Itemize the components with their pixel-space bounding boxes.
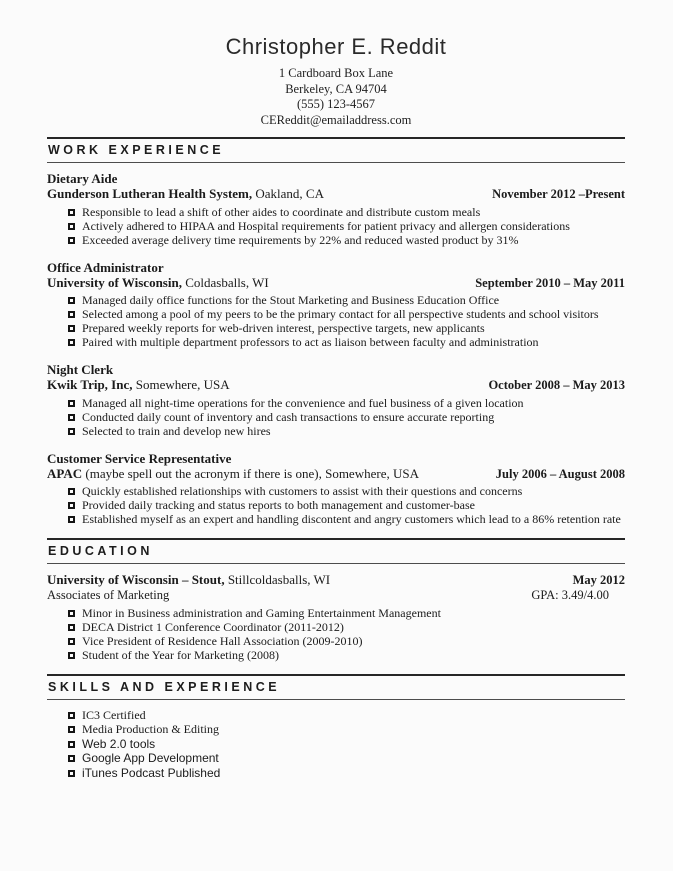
square-bullet-icon (68, 400, 75, 407)
square-bullet-icon (68, 209, 75, 216)
bullet-item (68, 498, 625, 512)
job-org-line (47, 377, 625, 394)
job-org (47, 275, 269, 291)
skill-item (68, 751, 625, 766)
square-bullet-icon (68, 712, 75, 719)
square-bullet-icon (68, 339, 75, 346)
bullet-item (68, 205, 625, 219)
bullet-text: Managed daily office functions for the Stout Marketing and Business Education Office (82, 293, 500, 307)
job-dates: October 2008 – May 2013 (488, 378, 625, 392)
bullet-item (68, 219, 625, 233)
bullet-text: Quickly established relationships with customers to assist with their questions and concerns (82, 484, 523, 498)
square-bullet-icon (68, 297, 75, 304)
job-bullet-list (47, 396, 625, 438)
job-company: APAC (47, 465, 83, 481)
bullet-text: Actively adhered to HIPAA and Hospital requirements for patient privacy and allergen considerations (82, 218, 570, 233)
school-location: Stillcoldasballs, WI (224, 572, 331, 587)
skills-list (47, 708, 625, 781)
skills-header (47, 674, 625, 700)
job-dates: September 2010 – May 2011 (475, 275, 625, 290)
bullet-text: Provided daily tracking and status reports to both management and customer-base (82, 498, 475, 512)
skill-text: Web 2.0 tools (82, 736, 156, 751)
bullet-item (68, 335, 625, 349)
skill-text: iTunes Podcast Published (82, 765, 221, 780)
skill-item (68, 766, 625, 781)
square-bullet-icon (68, 414, 75, 421)
job-entry (47, 362, 625, 438)
section-work-experience (47, 137, 625, 526)
job-company: Kwik Trip, Inc, (47, 377, 133, 392)
square-bullet-icon (68, 237, 75, 244)
job-org (47, 466, 419, 482)
job-dates: July 2006 – August 2008 (495, 466, 625, 481)
bullet-text: Managed all night-time operations for the convenience and fuel business of a given location (82, 395, 524, 410)
square-bullet-icon (68, 770, 75, 777)
job-bullet-list (47, 293, 625, 349)
bullet-item (68, 233, 625, 247)
job-location: Oakland, CA (252, 186, 324, 201)
bullet-item (68, 648, 625, 662)
square-bullet-icon (68, 311, 75, 318)
job-dates: November 2012 –Present (492, 187, 625, 201)
bullet-item (68, 396, 625, 410)
job-title: Dietary Aide (47, 171, 118, 186)
education-degree-row (47, 588, 625, 604)
bullet-text: Responsible to lead a shift of other aides to coordinate and distribute custom meals (82, 204, 481, 219)
bullet-text: Student of the Year for Marketing (2008) (82, 647, 279, 662)
bullet-text: Established myself as an expert and handling discontent and angry customers which lead to a 86% retention rate (82, 512, 621, 526)
education-header (47, 538, 625, 564)
work-experience-body (47, 171, 625, 526)
job-org-line (47, 186, 625, 203)
job-title: Customer Service Representative (47, 450, 232, 466)
job-title: Night Clerk (47, 362, 114, 377)
education-body (47, 572, 625, 662)
address-line-1: 1 Cardboard Box Lane (278, 66, 394, 80)
education-bullet-list (47, 606, 625, 662)
email-address: CEReddit@emailaddress.com (260, 112, 412, 127)
bullet-item (68, 512, 625, 526)
square-bullet-icon (68, 741, 75, 748)
bullet-item (68, 307, 625, 321)
job-location: (maybe spell out the acronym if there is one), Somewhere, USA (82, 465, 419, 481)
skill-item (68, 708, 625, 723)
bullet-item (68, 410, 625, 424)
job-org-line (47, 466, 625, 483)
square-bullet-icon (68, 610, 75, 617)
bullet-text: Paired with multiple department professors to act as liaison between faculty and administration (82, 335, 539, 349)
school (47, 572, 330, 588)
skill-text: IC3 Certified (82, 707, 146, 722)
job-org (47, 377, 230, 393)
square-bullet-icon (68, 726, 75, 733)
section-skills (47, 674, 625, 781)
bullet-text: Conducted daily count of inventory and cash transactions to ensure accurate reporting (82, 409, 495, 424)
square-bullet-icon (68, 502, 75, 509)
work-experience-header (47, 137, 625, 163)
job-entry (47, 451, 625, 527)
bullet-item (68, 484, 625, 498)
square-bullet-icon (68, 488, 75, 495)
skill-item (68, 737, 625, 752)
square-bullet-icon (68, 652, 75, 659)
person-name: Christopher E. Reddit (225, 34, 447, 59)
bullet-text: DECA District 1 Conference Coordinator (2011-2012) (82, 619, 344, 634)
contact-block (47, 66, 625, 128)
square-bullet-icon (68, 223, 75, 230)
square-bullet-icon (68, 755, 75, 762)
job-location: Somewhere, USA (132, 377, 230, 392)
degree: Associates of Marketing (47, 588, 170, 602)
bullet-text: Selected among a pool of my peers to be the primary contact for all perspective students and school visitors (82, 307, 599, 321)
job-entry (47, 171, 625, 247)
job-company: Gunderson Lutheran Health System, (47, 186, 253, 201)
bullet-text: Prepared weekly reports for web-driven interest, perspective targets, new applicants (82, 321, 485, 335)
square-bullet-icon (68, 638, 75, 645)
resume-header (47, 34, 625, 128)
square-bullet-icon (68, 516, 75, 523)
job-company: University of Wisconsin, (47, 274, 182, 290)
bullet-item (68, 424, 625, 438)
address-line-2: Berkeley, CA 94704 (285, 81, 387, 96)
job-location: Coldasballs, WI (181, 274, 269, 290)
square-bullet-icon (68, 428, 75, 435)
school-name: University of Wisconsin – Stout, (47, 572, 225, 587)
bullet-item (68, 634, 625, 648)
bullet-item (68, 293, 625, 307)
education-school-row (47, 572, 625, 588)
skills-body (47, 708, 625, 781)
job-entry (47, 260, 625, 350)
section-title: EDUCATION (48, 544, 153, 558)
graduation-date: May 2012 (572, 573, 625, 587)
job-bullet-list (47, 205, 625, 247)
job-org-line (47, 275, 625, 292)
bullet-item (68, 321, 625, 335)
bullet-text: Vice President of Residence Hall Association (2009-2010) (82, 633, 363, 648)
skill-text: Media Production & Editing (82, 722, 219, 736)
square-bullet-icon (68, 325, 75, 332)
bullet-item (68, 606, 625, 620)
gpa: GPA: 3.49/4.00 (531, 588, 609, 602)
job-title: Office Administrator (47, 259, 164, 275)
section-education (47, 538, 625, 662)
skill-item (68, 722, 625, 737)
bullet-item (68, 620, 625, 634)
square-bullet-icon (68, 624, 75, 631)
skill-text: Google App Development (82, 751, 219, 765)
phone-number: (555) 123-4567 (296, 97, 376, 111)
bullet-text: Minor in Business administration and Gaming Entertainment Management (82, 605, 441, 620)
bullet-text: Selected to train and develop new hires (82, 423, 271, 438)
job-org (47, 186, 324, 202)
job-bullet-list (47, 484, 625, 526)
section-title: SKILLS AND EXPERIENCE (48, 679, 281, 694)
section-title: WORK EXPERIENCE (48, 143, 225, 157)
bullet-text: Exceeded average delivery time requirements by 22% and reduced wasted product by 31% (82, 232, 519, 247)
